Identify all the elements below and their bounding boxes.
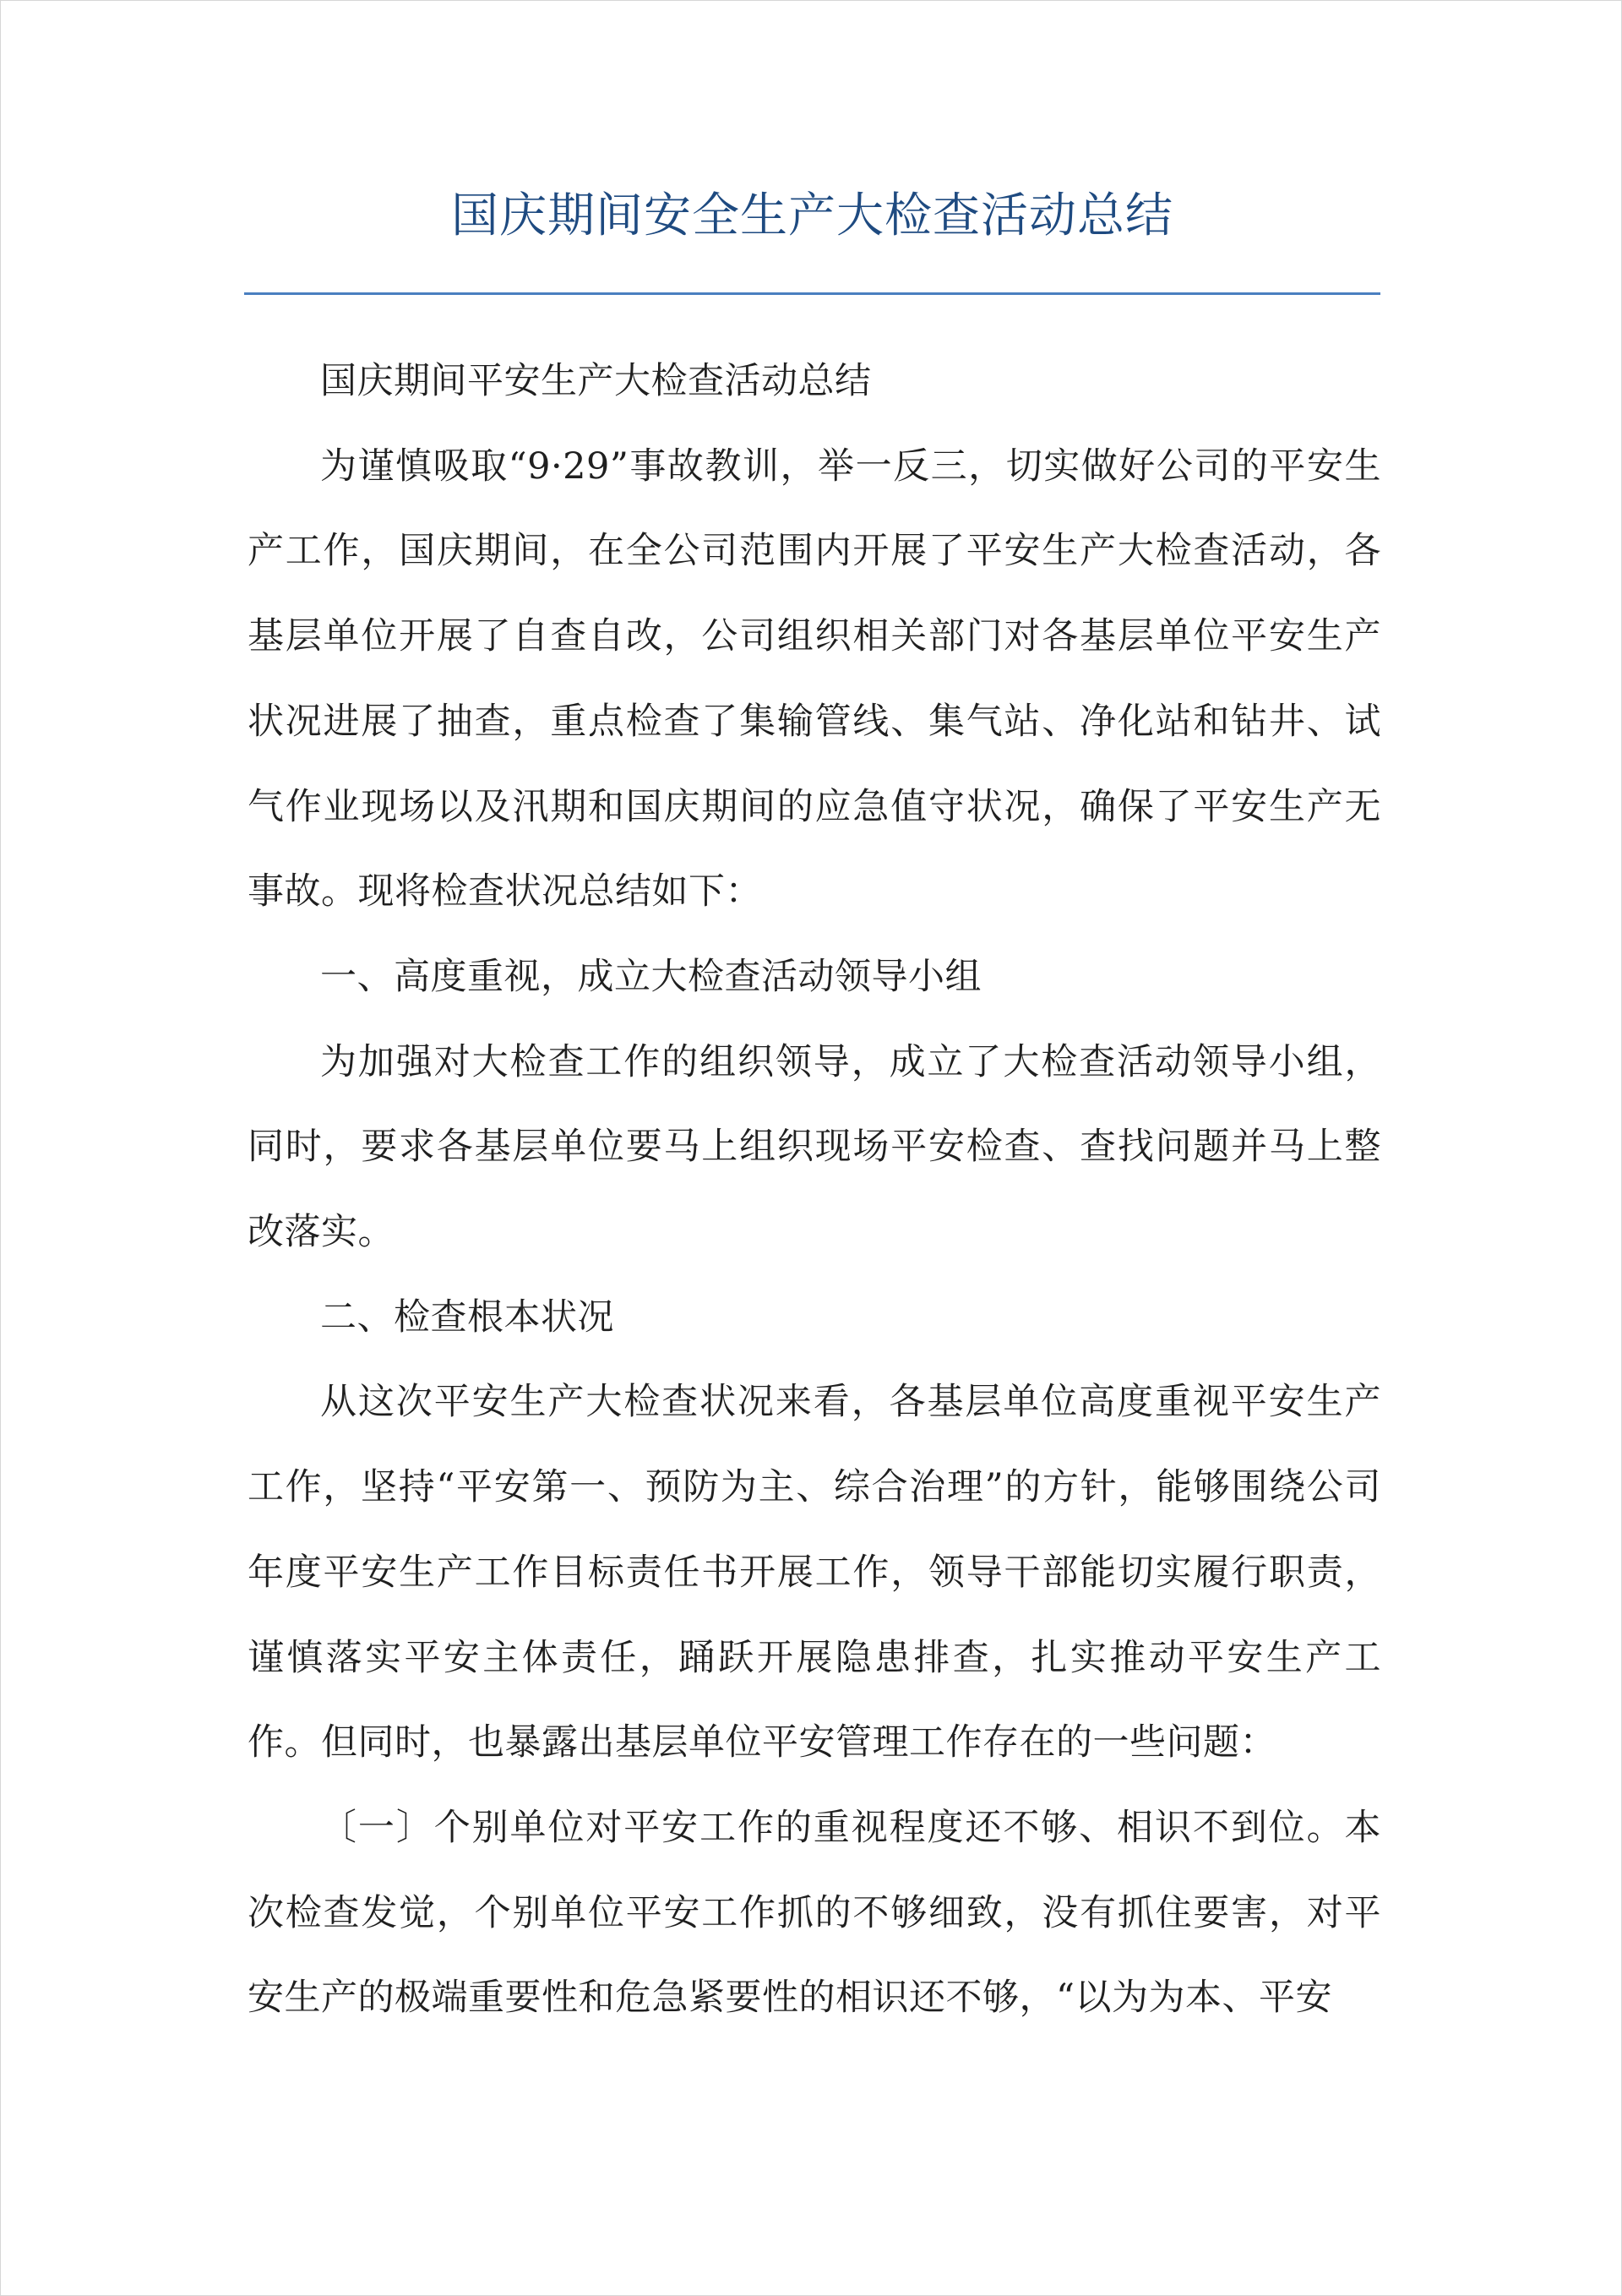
title-underline xyxy=(244,292,1380,295)
document-title: 国庆期间安全生产大检查活动总结 xyxy=(451,188,1173,243)
section-heading-2: 二、检查根本状况 xyxy=(320,1295,614,1339)
document-body xyxy=(248,339,1381,2041)
paragraph-section-1: 为加强对大检查工作的组织领导，成立了大检查活动领导小组，同时，要求各基层单位要马上组织现场平安检查、查找问题并马上整改落实。 xyxy=(248,1040,1381,1254)
section-heading-1: 一、高度重视，成立大检查活动领导小组 xyxy=(320,955,982,998)
paragraph-subsection-1: 〔一〕个别单位对平安工作的重视程度还不够、相识不到位。本次检查发觉，个别单位平安工作抓的不够细致，没有抓住要害，对平安生产的极端重要性和危急紧要性的相识还不够，“以为为本、平安 xyxy=(248,1806,1381,2020)
paragraph-subtitle: 国庆期间平安生产大检查活动总结 xyxy=(320,360,872,402)
paragraph-section-2: 从这次平安生产大检查状况来看，各基层单位高度重视平安生产工作，坚持“平安第一、预防为主、综合治理”的方针，能够围绕公司年度平安生产工作目标责任书开展工作，领导干部能切实履行职责，谨慎落实平安主体责任，踊跃开展隐患排查，扎实推动平安生产工作。但同时，也暴露出基层单位平安管理工作存在的一些问题： xyxy=(248,1381,1381,1764)
paragraph-intro: 为谨慎吸取“9·29”事故教训，举一反三，切实做好公司的平安生产工作，国庆期间，在全公司范围内开展了平安生产大检查活动，各基层单位开展了自查自改，公司组织相关部门对各基层单位平安生产状况进展了抽查，重点检查了集输管线、集气站、净化站和钻井、试气作业现场以及汛期和国庆期间的应急值守状况，确保了平安生产无事故。现将检查状况总结如下： xyxy=(248,444,1381,913)
